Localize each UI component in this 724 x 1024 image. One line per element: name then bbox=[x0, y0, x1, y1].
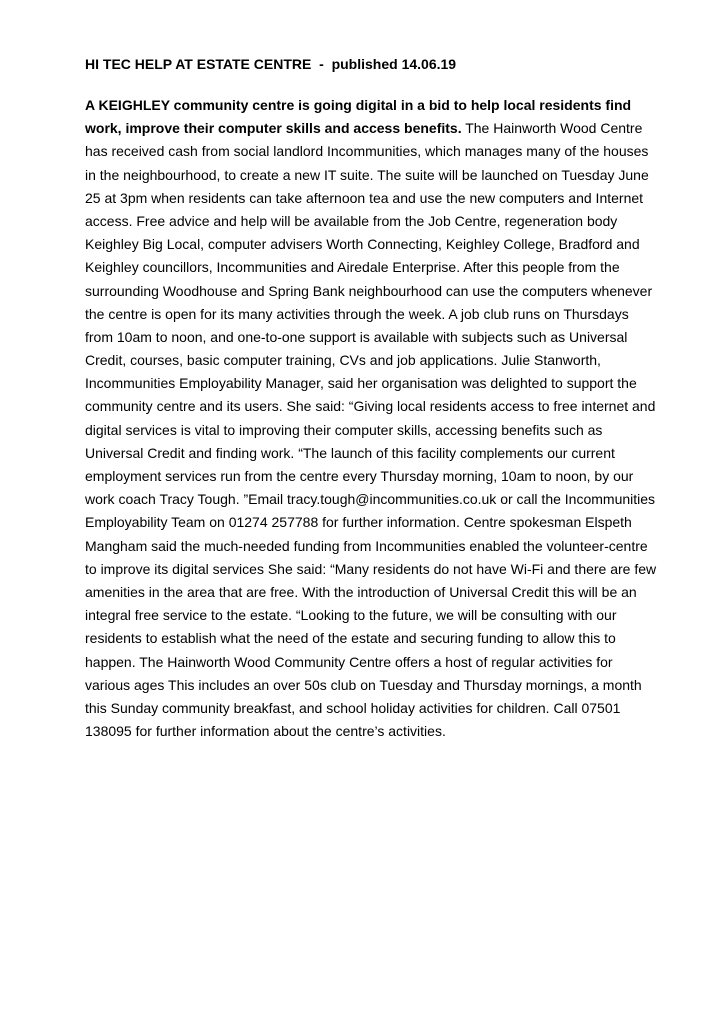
article-line bbox=[85, 233, 645, 256]
article-text: digital services is vital to improving their computer skills, accessing benefits such as bbox=[85, 421, 603, 438]
article-text: to improve its digital services She said: “Many residents do not have Wi-Fi and there are few bbox=[85, 560, 657, 577]
article-line bbox=[85, 395, 656, 418]
article-line bbox=[85, 674, 645, 697]
article-line bbox=[85, 117, 645, 140]
article-text: 25 at 3pm when residents can take afternoon tea and use the new computers and Internet bbox=[85, 189, 644, 206]
article-line bbox=[85, 210, 645, 233]
article-line bbox=[85, 280, 653, 303]
article-lead-text: A KEIGHLEY community centre is going digital in a bid to help local residents find bbox=[85, 97, 632, 113]
article-line bbox=[85, 442, 645, 465]
article-text: access. Free advice and help will be available from the Job Centre, regeneration body bbox=[85, 212, 618, 229]
article-line bbox=[85, 164, 649, 187]
article-line bbox=[85, 256, 645, 279]
article-text: in the neighbourhood, to create a new IT suite. The suite will be launched on Tuesday June bbox=[85, 166, 649, 183]
article-line bbox=[85, 511, 645, 534]
article-text: amenities in the area that are free. With the introduction of Universal Credit this will be an bbox=[85, 583, 637, 600]
article-text: happen. The Hainworth Wood Community Centre offers a host of regular activities for bbox=[85, 653, 613, 670]
article-text: has received cash from social landlord Incommunities, which manages many of the houses bbox=[85, 143, 649, 160]
article-line bbox=[85, 326, 645, 349]
article-text: Credit, courses, basic computer training, CVs and job applications. Julie Stanworth, bbox=[85, 352, 601, 369]
article-line bbox=[85, 558, 657, 581]
article-text: Employability Team on 01274 257788 for further information. Centre spokesman Elspeth bbox=[85, 514, 632, 531]
article-text: Incommunities Employability Manager, said her organisation was delighted to support the bbox=[85, 375, 637, 392]
article-line bbox=[85, 465, 645, 488]
article-line bbox=[85, 419, 645, 442]
article-text: the centre is open for its many activities through the week. A job club runs on Thursdays bbox=[85, 305, 629, 322]
headline: HI TEC HELP AT ESTATE CENTRE - published 14.06.19 bbox=[85, 56, 457, 72]
article-text: employment services run from the centre every Thursday morning, 10am to noon, by our bbox=[85, 468, 634, 484]
article-line bbox=[85, 720, 645, 743]
article-text: The Hainworth Wood Centre bbox=[461, 120, 643, 137]
article-line bbox=[85, 349, 645, 372]
article-line bbox=[85, 581, 645, 604]
article-text: integral free service to the estate. “Looking to the future, we will be consulting with our bbox=[85, 607, 617, 624]
article-text: community centre and its users. She said: “Giving local residents access to free internet and bbox=[85, 398, 656, 415]
article-line bbox=[85, 627, 645, 650]
article-line bbox=[85, 187, 645, 210]
article-line bbox=[85, 488, 656, 511]
article-text: Keighley Big Local, computer advisers Worth Connecting, Keighley College, Bradford and bbox=[85, 236, 640, 253]
article-text: 138095 for further information about the centre’s activities. bbox=[85, 723, 446, 740]
article-text: Universal Credit and finding work. “The launch of this facility complements our current bbox=[85, 444, 615, 461]
article-text: various ages This includes an over 50s club on Tuesday and Thursday mornings, a month bbox=[85, 676, 642, 693]
article-line bbox=[85, 535, 648, 558]
article-text: work coach Tracy Tough. ”Email tracy.tough@incommunities.co.uk or call the Incommunities bbox=[85, 491, 656, 508]
article-text: Mangham said the much-needed funding from Incommunities enabled the volunteer-centre bbox=[85, 537, 648, 554]
article-lead-text: work, improve their computer skills and access benefits. bbox=[85, 120, 462, 137]
article-text: this Sunday community breakfast, and school holiday activities for children. Call 07501 bbox=[85, 699, 621, 716]
article-text: from 10am to noon, and one-to-one support is available with subjects such as Universal bbox=[85, 328, 628, 345]
article-text: surrounding Woodhouse and Spring Bank neighbourhood can use the computers whenever bbox=[85, 282, 653, 299]
article-text: residents to establish what the need of the estate and securing funding to allow this to bbox=[85, 630, 616, 647]
article-body bbox=[85, 94, 657, 743]
article-line bbox=[85, 372, 645, 395]
article-line bbox=[85, 651, 645, 674]
article-line bbox=[85, 604, 645, 627]
article-line bbox=[85, 303, 645, 326]
article-text: Keighley councillors, Incommunities and Airedale Enterprise. After this people from the bbox=[85, 259, 620, 276]
article-line bbox=[85, 697, 645, 720]
article-line bbox=[85, 94, 645, 117]
article-line bbox=[85, 140, 649, 163]
